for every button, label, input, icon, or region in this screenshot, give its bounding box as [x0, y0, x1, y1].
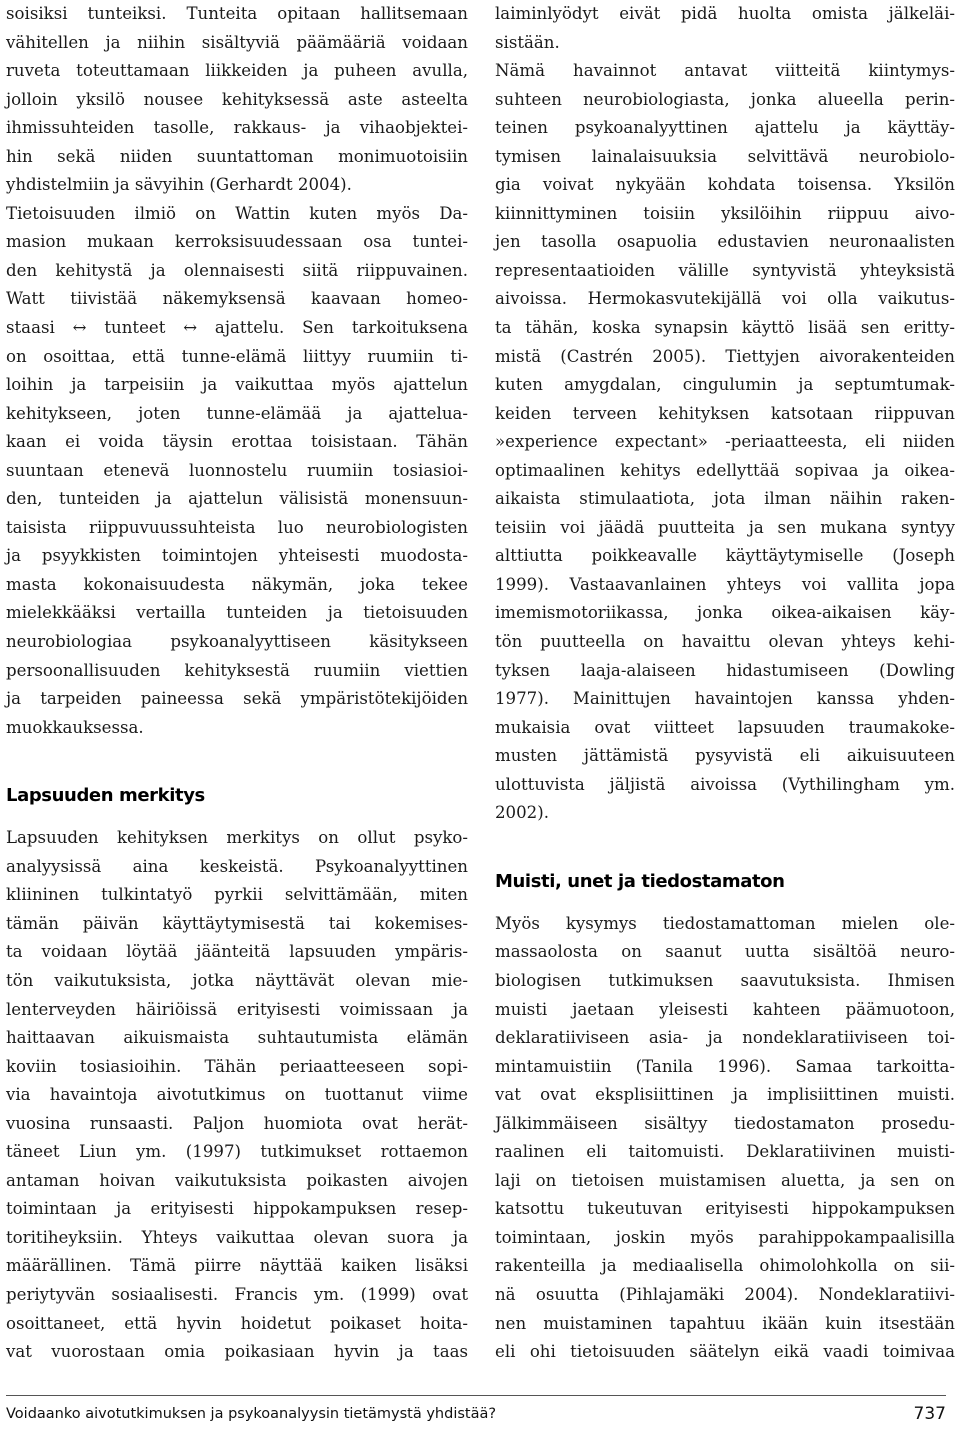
text-line: aikaista stimulaatiota, jota ilman näihin raken- — [495, 489, 955, 509]
text-line: laiminlyödyt eivät pidä huolta omista jälkeläi- — [495, 4, 955, 23]
text-line: biologisen tutkimuksen saavutuksista. Ihmisen — [495, 970, 955, 990]
text-line: nä osuutta (Pihlajamäki 2004). Nondeklaratiivi- — [495, 1284, 955, 1304]
text-line: toimintaan, joskin myös parahippokampaalisilla — [495, 1227, 955, 1247]
page-number: 737 — [913, 1404, 946, 1424]
text-line: neurobiologiaa psykoanalyyttiseen käsitykseen — [6, 632, 468, 652]
text-line: den, tunteiden ja ajattelun välisistä monensuun- — [6, 489, 468, 509]
text-line: mukaisia ovat viitteet lapsuuden traumakoke- — [495, 717, 955, 737]
running-title: Voidaanko aivotutkimuksen ja psykoanalyysin tietämystä yhdistää? — [6, 1406, 497, 1422]
text-line: Lapsuuden kehityksen merkitys on ollut psyko- — [6, 828, 468, 848]
text-line: koviin tosiasioihin. Tähän periaatteeseen sopi- — [6, 1056, 468, 1076]
text-line: toritiheyksiin. Yhteys vaikuttaa olevan suora ja — [6, 1227, 468, 1247]
text-line: raalinen eli taitomuisti. Deklaratiivinen muisti- — [495, 1142, 955, 1162]
text-line: mistä (Castrén 2005). Tiettyjen aivorakenteiden — [495, 346, 955, 366]
text-line: analyysissä aina keskeistä. Psykoanalyyttinen — [6, 856, 468, 876]
right-paragraph-3 — [495, 910, 955, 1367]
text-line: Myös kysymys tiedostamattoman mielen ole- — [495, 913, 955, 933]
text-line: mintamuistiin (Tanila 1996). Samaa tarkoitta- — [495, 1056, 955, 1076]
right-paragraph-2 — [495, 57, 955, 828]
text-line: tön vaikutuksista, jotka näyttävät olevan mie- — [6, 970, 468, 990]
text-line: keiden terveen kehityksen katsotaan riippuvan — [495, 403, 955, 423]
left-paragraph-3 — [6, 824, 468, 1366]
text-line: jen tasolla osapuolia edustavien neuronaalisten — [495, 232, 955, 252]
text-line: ihmissuhteiden tasolle, rakkaus- ja vihaobjektei- — [6, 118, 468, 138]
text-line: Nämä havainnot antavat viitteitä kiintymys- — [495, 61, 955, 81]
text-line: määrällinen. Tämä piirre näyttää kaiken lisäksi — [6, 1256, 468, 1276]
text-line: yhdistelmiin ja sävyihin (Gerhardt 2004). — [6, 175, 352, 195]
text-line: gia voivat nykyään kohdata toisensa. Yksilön — [495, 175, 955, 195]
text-line: persoonallisuuden kehityksestä ruumiin viettien — [6, 660, 468, 680]
text-line: soisiksi tunteiksi. Tunteita opitaan hallitsemaan — [6, 4, 468, 23]
text-line: jolloin yksilö nousee kehityksessä aste asteelta — [6, 89, 468, 109]
section-heading-lapsuuden-merkitys: Lapsuuden merkitys — [6, 785, 205, 807]
text-line: Watt tiivistää näkemyksensä kaavaan homeo- — [6, 289, 468, 309]
text-line: vat ovat eksplisiittinen ja implisiittinen muisti. — [495, 1085, 955, 1105]
text-line: suhteen neurobiologiasta, jonka alueella perin- — [495, 89, 955, 109]
text-line: Jälkimmäiseen sisältyy tiedostamaton prosedu- — [495, 1113, 955, 1133]
text-line: kaan ei voida täysin erottaa toisistaan. Tähän — [6, 432, 468, 452]
text-line: nen muistaminen tapahtuu ikään kuin itsestään — [495, 1313, 955, 1333]
text-line: kliininen tulkintatyö pyrkii selvittämään, miten — [6, 885, 468, 905]
text-line: on osoittaa, että tunne-elämä liittyy ruumiin ti- — [6, 346, 468, 366]
text-line: toimintaan ja erityisesti hippokampuksen resep- — [6, 1199, 468, 1219]
text-line: representaatioiden välille syntyvistä yhteyksistä — [495, 260, 955, 280]
text-line: musten jättämistä pysyvistä eli aikuisuuteen — [495, 746, 955, 766]
text-line: ta tähän, koska synapsin käyttö lisää sen eritty- — [495, 318, 955, 338]
text-line: »experience expectant» -periaatteesta, eli niiden — [495, 432, 955, 452]
text-line: kuten amygdalan, cingulumin ja septumtumak- — [495, 375, 955, 395]
text-line: den kehitystä ja olennaisesti siitä riippuvainen. — [6, 260, 468, 280]
text-line: ruveta toteuttamaan liikkeiden ja puheen avulla, — [6, 61, 468, 81]
text-line: kiinnittyminen toisiin yksilöihin riippuu aivo- — [495, 203, 955, 223]
text-line: imemismotoriikassa, jonka oikea-aikaisen käy- — [495, 603, 955, 623]
left-paragraph-2 — [6, 200, 468, 742]
text-line: staasi ↔ tunteet ↔ ajattelu. Sen tarkoituksena — [6, 318, 468, 338]
text-line: täneet Liun ym. (1997) tutkimukset rottaemon — [6, 1142, 468, 1162]
text-line: 1999). Vastaavanlainen yhteys voi vallita jopa — [495, 574, 955, 594]
text-line: haittaavan aikuismaista suhtautumista elämän — [6, 1028, 468, 1048]
text-line: muisti jaetaan yleisesti kahteen päämuotoon, — [495, 999, 955, 1019]
text-line: via havaintoja aivotutkimus on tuottanut viime — [6, 1085, 468, 1105]
page-footer — [6, 1395, 946, 1430]
text-line: ja tarpeiden paineessa sekä ympäristötekijöiden — [6, 689, 468, 709]
text-line: masta kokonaisuudesta näkymän, joka tekee — [6, 574, 468, 594]
text-line: tön puutteella on havaittu olevan yhteys kehi- — [495, 632, 955, 652]
text-line: masion mukaan kerroksisuudessaan osa tuntei- — [6, 232, 468, 252]
text-line: loihin ja tarpeisiin ja vaikuttaa myös ajattelun — [6, 375, 468, 395]
text-line: tymisen lainalaisuuksia selvittävä neurobiolo- — [495, 146, 955, 166]
text-line: ja psyykkisten toimintojen yhteisesti muodosta- — [6, 546, 468, 566]
right-paragraph-1 — [495, 0, 955, 57]
text-line: sistään. — [495, 32, 560, 52]
text-line: Tietoisuuden ilmiö on Wattin kuten myös Da- — [6, 203, 468, 223]
text-line: osoittaneet, että hyvin hoidetut poikaset hoita- — [6, 1313, 468, 1333]
text-line: tyksen laaja-alaiseen hidastumiseen (Dowling — [495, 660, 955, 680]
text-line: massaolosta on saanut uutta sisältöä neuro- — [495, 942, 955, 962]
text-line: suuntaan etenevä luonnostelu ruumiin tosiasioi- — [6, 460, 468, 480]
text-line: taisista riippuvuussuhteista luo neurobiologisten — [6, 517, 468, 537]
text-line: vat vuorostaan omia poikasiaan hyvin ja taas — [6, 1342, 468, 1362]
text-line: tämän päivän käyttäytymisestä tai kokemises- — [6, 913, 468, 933]
text-line: hin sekä niiden suuntattoman monimuotoisiin — [6, 146, 468, 166]
text-line: vähitellen ja niihin sisältyviä päämääriä voidaan — [6, 32, 468, 52]
text-line: rakenteilla ja mediaalisella ohimolohkolla on sii- — [495, 1256, 955, 1276]
left-paragraph-1 — [6, 0, 468, 200]
text-line: aivoissa. Hermokasvutekijällä voi olla vaikutus- — [495, 289, 955, 309]
right-column — [495, 0, 955, 1367]
left-column — [6, 0, 468, 1367]
text-line: antaman hoivan vaikutuksista poikasten aivojen — [6, 1170, 468, 1190]
text-line: optimaalinen kehitys edellyttää sopivaa ja oikea- — [495, 460, 955, 480]
text-line: vuosina runsaasti. Paljon huomiota ovat herät- — [6, 1113, 468, 1133]
text-line: eli ohi tietoisuuden säätelyn eikä vaadi toimivaa — [495, 1342, 955, 1362]
text-line: alttiutta poikkeavalle käyttäytymiselle (Joseph — [495, 546, 955, 566]
text-line: 1977). Mainittujen havaintojen kanssa yhden- — [495, 689, 955, 709]
text-line: teisiin voi jäädä puutteita ja sen mukana syntyy — [495, 517, 955, 537]
text-line: teinen psykoanalyyttinen ajattelu ja käyttäy- — [495, 118, 955, 138]
text-line: katsottu tukeutuvan erityisesti hippokampuksen — [495, 1199, 955, 1219]
text-line: deklaratiiviseen asia- ja nondeklaratiiviseen toi- — [495, 1028, 955, 1048]
section-heading-muisti-unet: Muisti, unet ja tiedostamaton — [495, 870, 785, 892]
text-line: periytyvän sosiaalisesti. Francis ym. (1999) ovat — [6, 1284, 468, 1304]
text-line: lenterveyden häiriöissä erityisesti voimissaan ja — [6, 999, 468, 1019]
text-line: muokkauksessa. — [6, 717, 144, 737]
text-line: ulottuvista jäljistä aivoissa (Vythilingham ym. — [495, 774, 955, 794]
text-line: ta voidaan löytää jäänteitä lapsuuden ympäris- — [6, 942, 468, 962]
text-line: 2002). — [495, 803, 549, 823]
text-line: mielekkääksi vertailla tunteiden ja tietoisuuden — [6, 603, 468, 623]
text-line: laji on tietoisen muistamisen aluetta, ja sen on — [495, 1170, 955, 1190]
text-line: kehitykseen, joten tunne-elämää ja ajattelua- — [6, 403, 468, 423]
